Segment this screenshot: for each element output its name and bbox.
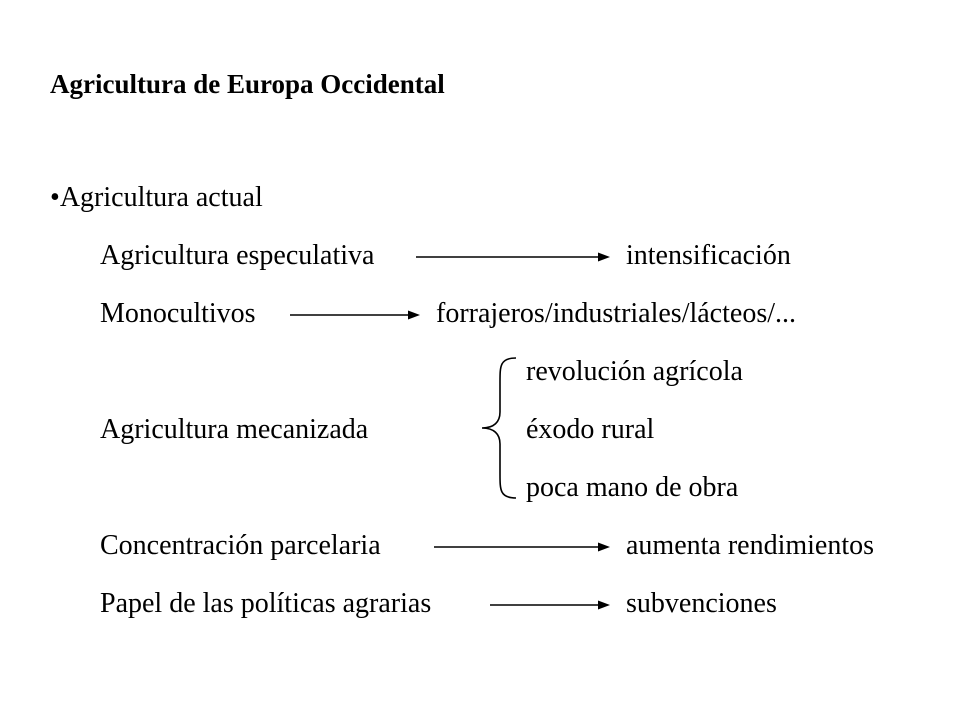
right-arrow-icon xyxy=(434,541,610,553)
section-heading xyxy=(50,181,263,215)
row-especulativa-label: Agricultura especulativa xyxy=(100,240,375,271)
bullet-icon: • xyxy=(50,182,60,213)
row-politicas-result: subvenciones xyxy=(626,588,777,619)
right-arrow-icon xyxy=(290,309,420,321)
mecanizada-effect-item: revolución agrícola xyxy=(526,356,743,387)
left-curly-brace-icon xyxy=(480,356,520,500)
right-arrow-icon xyxy=(416,251,610,263)
mecanizada-effect-item: poca mano de obra xyxy=(526,472,739,503)
row-concentracion-label: Concentración parcelaria xyxy=(100,530,381,561)
row-especulativa-result: intensificación xyxy=(626,240,791,271)
right-arrow-icon xyxy=(490,599,610,611)
row-concentracion-result: aumenta rendimientos xyxy=(626,530,875,561)
row-politicas-label: Papel de las políticas agrarias xyxy=(100,588,432,619)
row-monocultivos-label: Monocultivos xyxy=(100,298,256,329)
row-mecanizada-label: Agricultura mecanizada xyxy=(100,414,369,445)
slide-title: Agricultura de Europa Occidental xyxy=(50,69,445,99)
mecanizada-effect-item: éxodo rural xyxy=(526,414,655,445)
section-heading-text: Agricultura actual xyxy=(59,182,263,213)
row-monocultivos-result: forrajeros/industriales/lácteos/... xyxy=(436,298,796,329)
